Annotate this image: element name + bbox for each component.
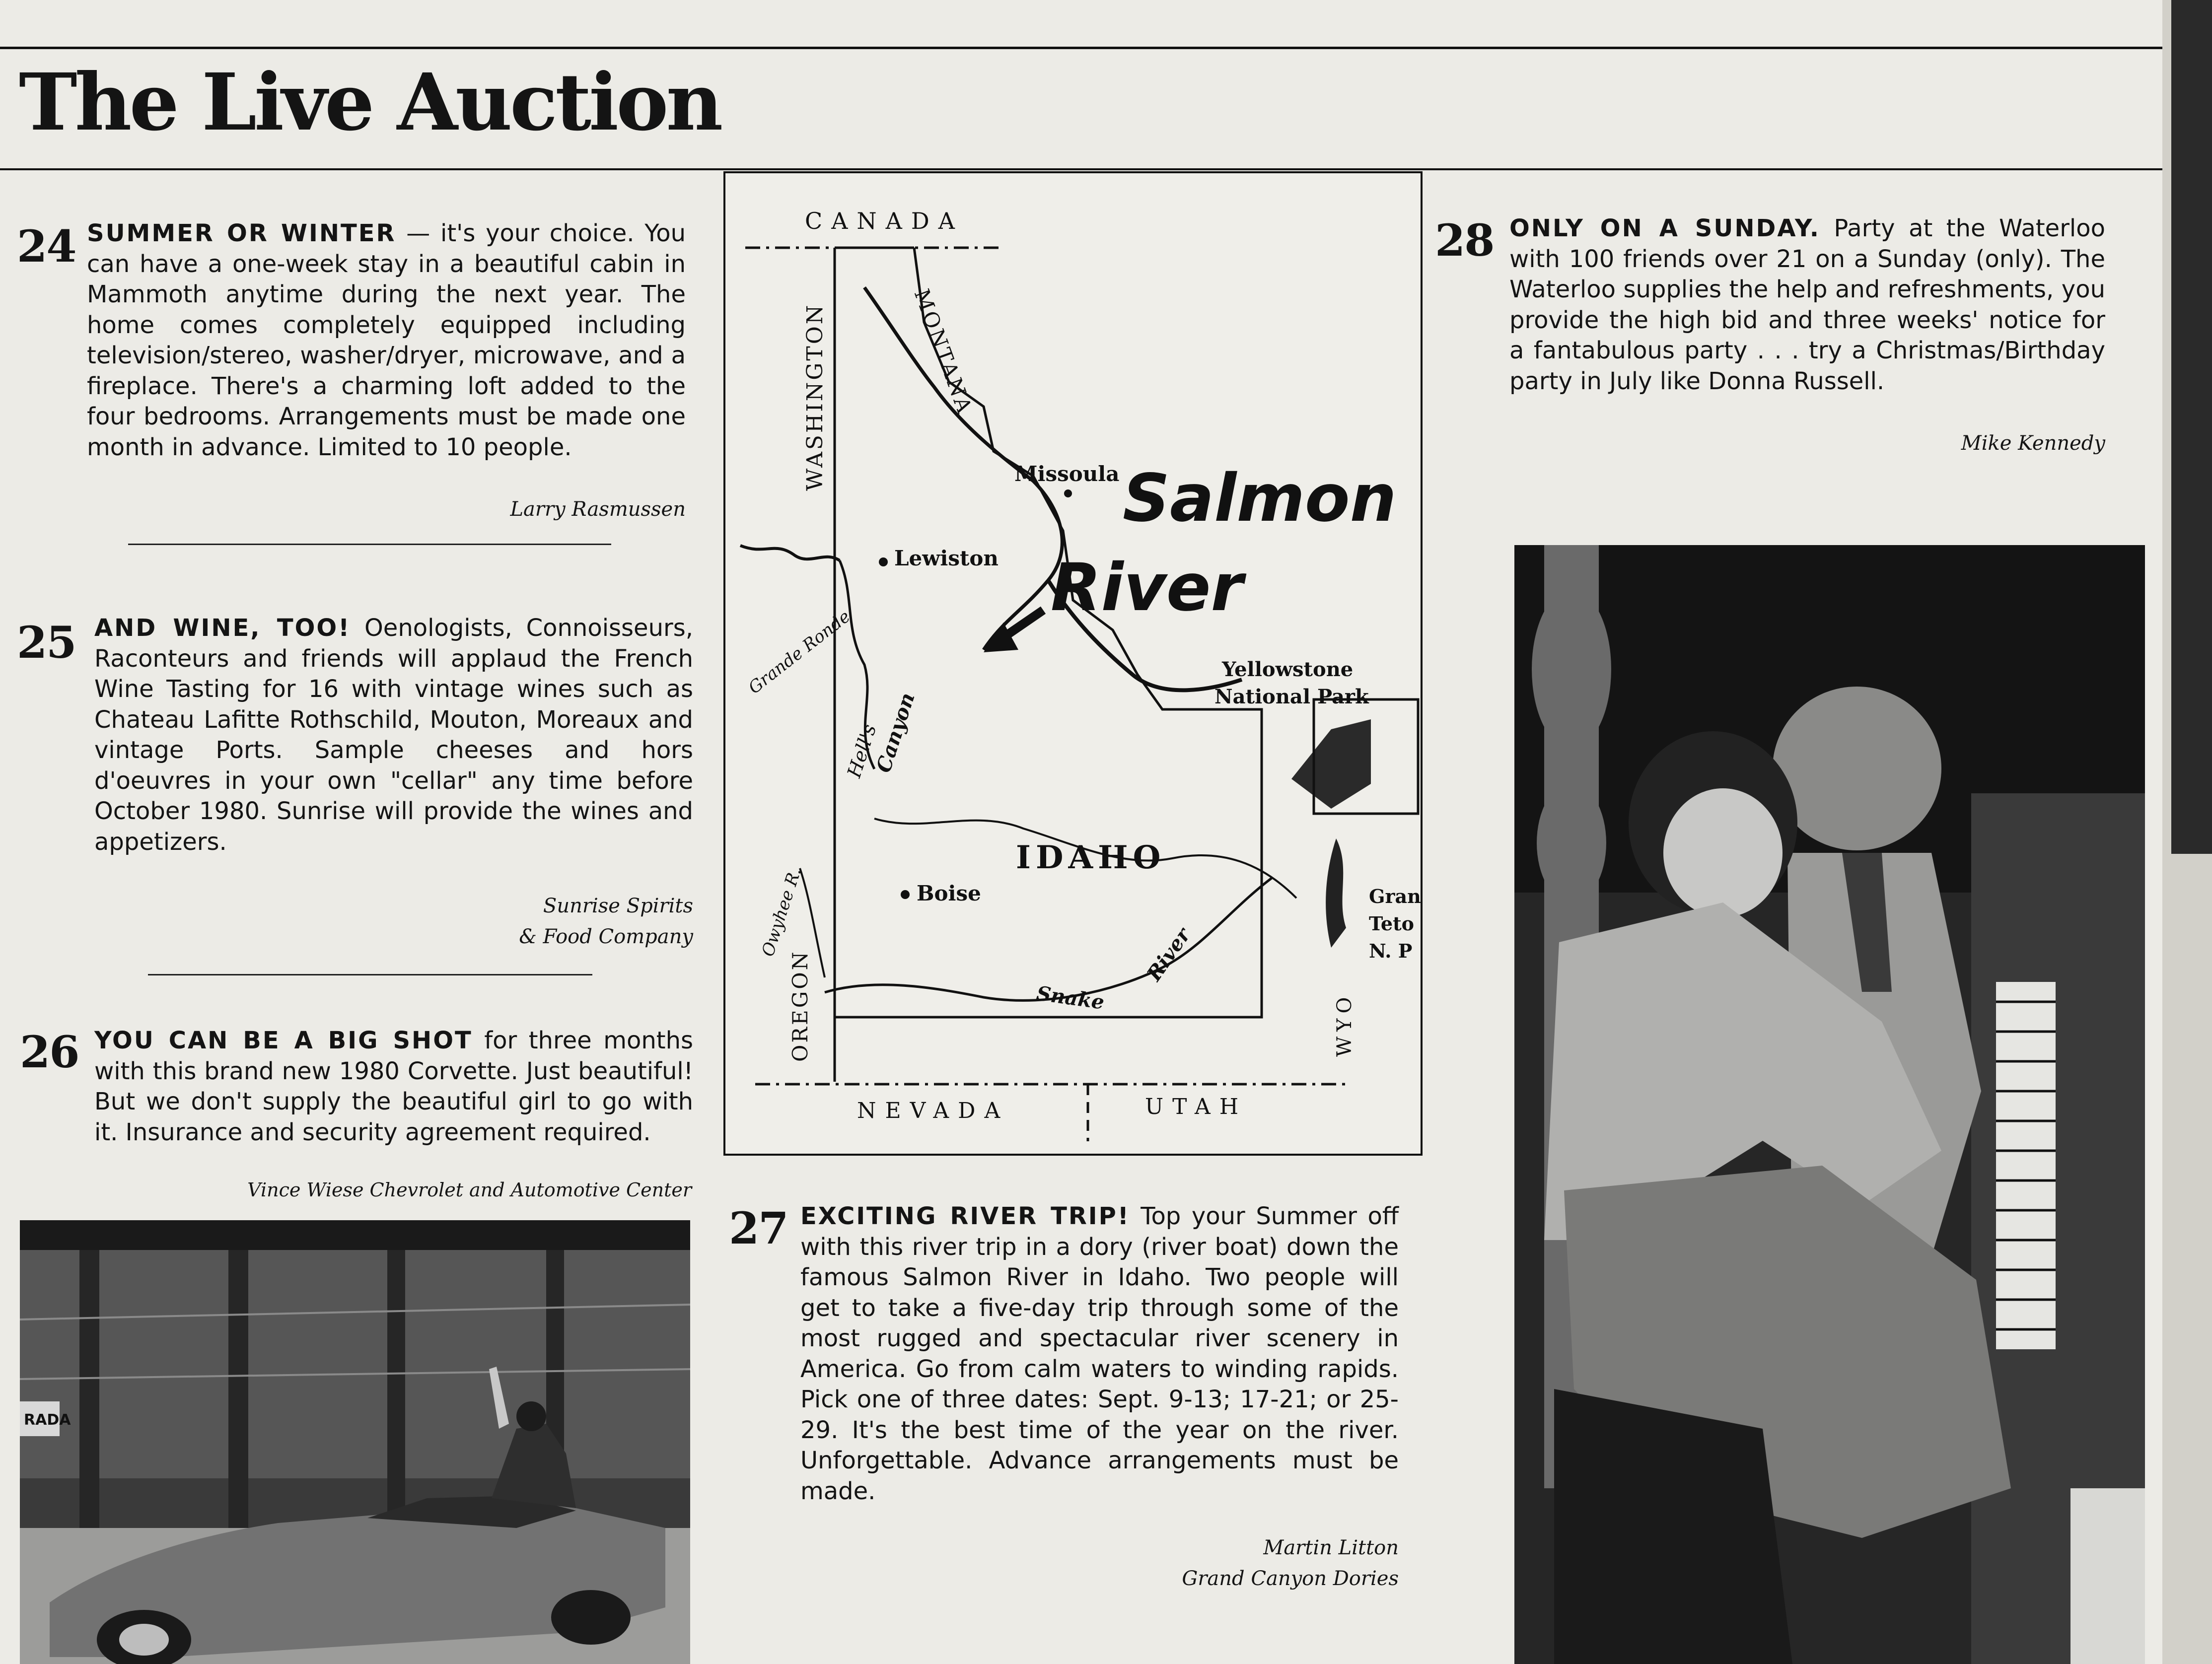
item-number: 26 bbox=[20, 1026, 79, 1078]
idaho-map bbox=[725, 173, 1421, 1154]
item-donor: Martin Litton Grand Canyon Dories bbox=[1182, 1536, 1399, 1590]
item-description bbox=[87, 218, 686, 463]
label-grand-teton-2: Teto bbox=[1369, 912, 1414, 935]
label-washington: WASHINGTON bbox=[802, 303, 828, 491]
label-lewiston: Lewiston bbox=[894, 546, 999, 570]
label-canyon: Canyon bbox=[871, 690, 920, 776]
item-number: 28 bbox=[1435, 214, 1494, 266]
label-grand-teton-3: N. P bbox=[1369, 940, 1413, 962]
label-snake: Snake bbox=[1035, 981, 1106, 1014]
item-donor: Larry Rasmussen bbox=[510, 498, 686, 521]
label-idaho: IDAHO bbox=[1016, 839, 1166, 876]
header-rule bbox=[0, 168, 2162, 170]
label-snake-river: River bbox=[1142, 923, 1195, 985]
label-wyo: WYO bbox=[1333, 992, 1356, 1057]
label-grande-ronde: Grande Ronde bbox=[744, 606, 855, 698]
corvette-photo-image bbox=[20, 1220, 690, 1664]
label-missoula: Missoula bbox=[1014, 462, 1120, 486]
divider bbox=[128, 544, 611, 545]
label-national-park: National Park bbox=[1214, 685, 1369, 708]
dealership-sign: RADA bbox=[24, 1411, 71, 1429]
item-description bbox=[94, 613, 693, 857]
label-oregon: OREGON bbox=[788, 950, 812, 1062]
label-nevada: NEVADA bbox=[857, 1098, 1009, 1123]
item-number: 25 bbox=[17, 617, 76, 668]
label-montana: MONTANA bbox=[909, 285, 978, 418]
item-description bbox=[800, 1201, 1399, 1507]
salmon-river-map bbox=[723, 171, 1423, 1156]
corvette-photo bbox=[20, 1220, 690, 1664]
label-utah: UTAH bbox=[1145, 1094, 1248, 1119]
item-text: Top your Summer off with this river trip in a dory (river boat) down the famous Salmon River in Idaho. Two people will get to take a five-day trip through some of the most rugged and spectacular river scenery in America. Go from calm waters to winding rapids. Pick one of three dates: Sept. 9-13; 17-21; or 25-29. It's the best time of the year on the river. Unforgettable. Advance arrangements must be made. bbox=[800, 1202, 1399, 1505]
item-text: Oenologists, Connoisseurs, Raconteurs and friends will applaud the French Wine Tasting for 16 with vintage wines such as Chateau Lafitte Rothschild, Mouton, Moreaux and vintage Ports. Sample cheeses and hors d'oeuvres in your own "cellar" any time before October 1980. Sunrise will provide the wines and appetizers. bbox=[94, 614, 693, 856]
item-text: Party at the Waterloo with 100 friends over 21 on a Sunday (only). The Waterloo supplies the help and refreshments, you provide the high bid and three weeks' notice for a fantabulous party . . . try a Christmas/Birthday party in July like Donna Russell. bbox=[1509, 214, 2105, 395]
item-donor: Mike Kennedy bbox=[1961, 432, 2105, 455]
item-lead: EXCITING RIVER TRIP! bbox=[800, 1202, 1130, 1230]
item-donor: Sunrise Spirits & Food Company bbox=[519, 895, 693, 948]
label-yellowstone: Yellowstone bbox=[1222, 658, 1354, 681]
item-text: — it's your choice. You can have a one-week stay in a beautiful cabin in Mammoth anytime during the next year. The home comes completely equipped including television/stereo, washer/dryer, microwave, and a fireplace. There's a charming loft added to the four bedrooms. Arrangements must be made one month in advance. Limited to 10 people. bbox=[87, 219, 686, 461]
piano-photo bbox=[1514, 545, 2145, 1664]
divider bbox=[148, 974, 592, 975]
piano-photo-image bbox=[1514, 545, 2145, 1664]
label-boise: Boise bbox=[917, 881, 981, 905]
item-lead: YOU CAN BE A BIG SHOT bbox=[94, 1027, 473, 1054]
item-number: 24 bbox=[17, 220, 76, 272]
item-donor: Vince Wiese Chevrolet and Automotive Center bbox=[247, 1179, 692, 1201]
item-lead: ONLY ON A SUNDAY. bbox=[1509, 214, 1820, 242]
label-grand-teton-1: Gran bbox=[1369, 885, 1421, 907]
top-rule bbox=[0, 47, 2162, 49]
page-title: The Live Auction bbox=[19, 57, 721, 148]
item-description bbox=[1509, 213, 2105, 397]
label-canada: CANADA bbox=[805, 208, 964, 234]
label-hells: Hell's bbox=[843, 721, 881, 780]
item-text: for three months with this brand new 1980 Corvette. Just beautiful! But we don't supply the beautiful girl to go with it. Insurance and security agreement required. bbox=[94, 1027, 693, 1146]
label-owyhee: Owyhee R. bbox=[758, 865, 805, 959]
adjacent-page-edge bbox=[2162, 0, 2212, 1664]
label-river: River bbox=[1051, 550, 1243, 626]
label-salmon: Salmon bbox=[1123, 460, 1397, 537]
item-description bbox=[94, 1026, 693, 1148]
item-number: 27 bbox=[729, 1202, 788, 1254]
item-lead: AND WINE, TOO! bbox=[94, 614, 351, 642]
item-lead: SUMMER OR WINTER bbox=[87, 219, 396, 247]
